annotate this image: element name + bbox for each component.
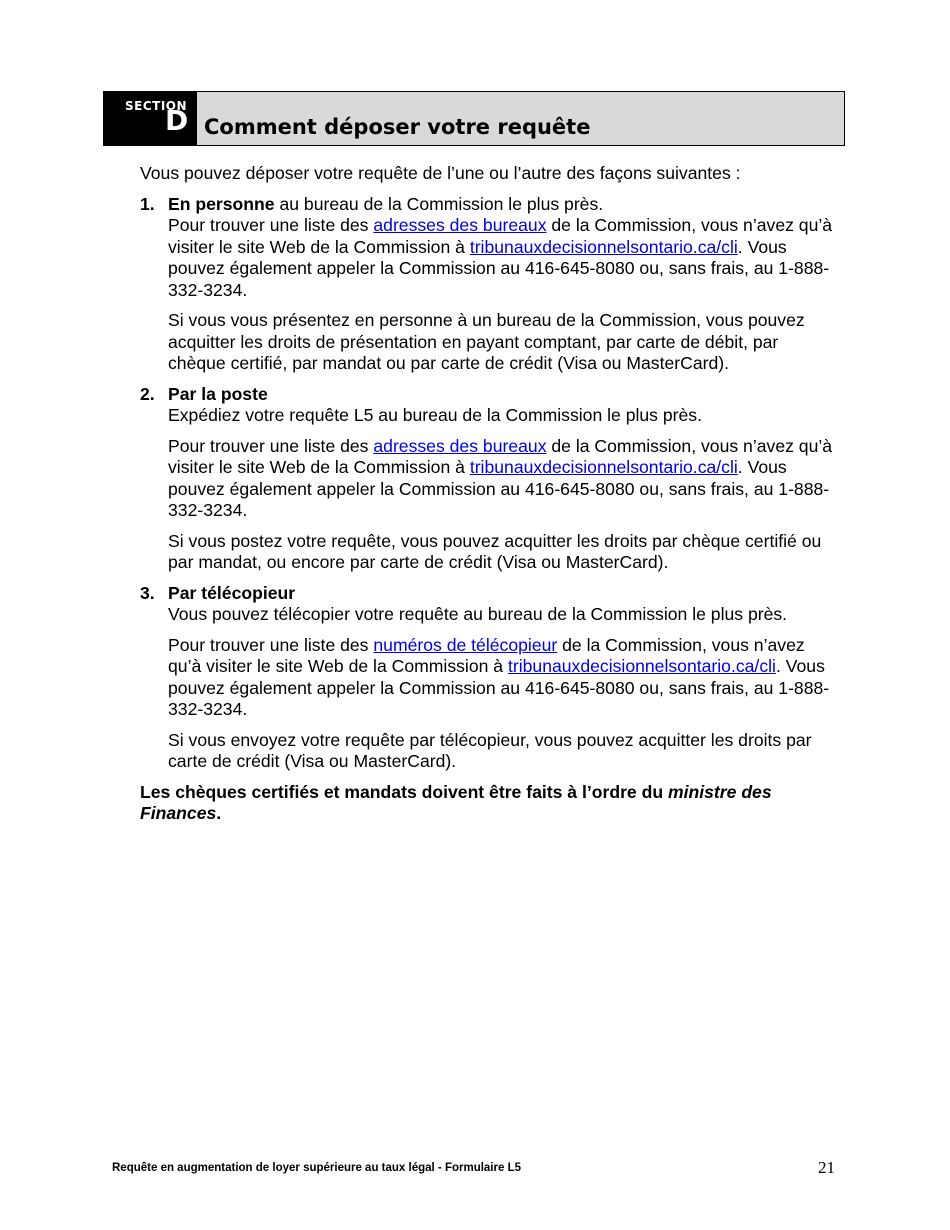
list-item-by-fax [140, 583, 840, 773]
payment-note-payee: ministre des Finances [140, 781, 772, 823]
payment-note-text: Les chèques certifiés et mandats doivent être faits à l’ordre du [140, 781, 668, 802]
section-title: Comment déposer votre requête [204, 115, 591, 139]
item-text: de la Commission, vous n’avez qu’à visiter le site Web de la Commission à [168, 215, 833, 257]
list-item-in-person [140, 194, 840, 375]
fax-numbers-link[interactable]: numéros de télécopieur [373, 634, 558, 655]
payment-note [140, 782, 840, 825]
page-number: 21 [818, 1158, 835, 1177]
item-text: Pour trouver une liste des [168, 435, 374, 456]
item-heading [168, 384, 840, 427]
item-number: 3. [140, 582, 155, 603]
website-link[interactable]: tribunauxdecisionnelsontario.ca/cli [469, 457, 738, 477]
item-text: . Vous pouvez également appeler la Commission au 416-645-8080 ou, sans frais, au 1-888-332-3234. [168, 236, 830, 300]
office-addresses-link[interactable]: adresses des bureaux [373, 435, 547, 456]
item-paragraph: Si vous vous présentez en personne à un bureau de la Commission, vous pouvez acquitter les droits de présentation en payant comptant, par carte de débit, par chèque certifié, par mandat ou par carte de crédit (Visa ou MasterCard). [168, 310, 805, 373]
item-text: Pour trouver une liste des [168, 634, 374, 655]
item-number: 1. [140, 193, 155, 214]
item-text: Pour trouver une liste des [168, 215, 374, 235]
footer-form-title: Requête en augmentation de loyer supérieure au taux légal - Formulaire L5 [112, 1162, 521, 1174]
item-title: Par la poste [168, 383, 268, 404]
item-paragraph [168, 436, 840, 522]
item-paragraph: Si vous envoyez votre requête par télécopieur, vous pouvez acquitter les droits par carte de crédit (Visa ou MasterCard). [168, 729, 812, 771]
website-link[interactable]: tribunauxdecisionnelsontario.ca/cli [469, 236, 738, 257]
item-line: Expédiez votre requête L5 au bureau de la Commission le plus près. [168, 405, 702, 425]
item-paragraph: Si vous postez votre requête, vous pouvez acquitter les droits par chèque certifié ou par mandat, ou encore par carte de crédit (Visa ou MasterCard). [168, 530, 822, 572]
item-title: Par télécopieur [168, 582, 296, 603]
item-text: de la Commission, vous n’avez qu’à visiter le site Web de la Commission à [168, 435, 833, 477]
section-word: SECTION [125, 99, 188, 113]
item-text: . Vous pouvez également appeler la Commission au 416-645-8080 ou, sans frais, au 1-888-332-3234. [168, 457, 830, 520]
section-header [103, 91, 845, 146]
item-heading [168, 583, 840, 626]
section-letter: D [165, 104, 189, 137]
item-text: . Vous pouvez également appeler la Commission au 416-645-8080 ou, sans frais, au 1-888-332-3234. [168, 656, 830, 719]
item-title-rest: au bureau de la Commission le plus près. [274, 193, 604, 214]
content [140, 163, 840, 825]
office-addresses-link[interactable]: adresses des bureaux [373, 215, 547, 235]
item-paragraph [168, 635, 840, 721]
item-text: de la Commission, vous n’avez qu’à visiter le site Web de la Commission à [168, 634, 805, 676]
section-badge [104, 92, 197, 145]
item-title: En personne [168, 193, 275, 214]
list-item-by-mail [140, 384, 840, 574]
item-number: 2. [140, 383, 155, 404]
item-line: Vous pouvez télécopier votre requête au bureau de la Commission le plus près. [168, 604, 788, 624]
payment-note-end: . [216, 803, 222, 823]
intro-text: Vous pouvez déposer votre requête de l’une ou l’autre des façons suivantes : [140, 163, 741, 183]
website-link[interactable]: tribunauxdecisionnelsontario.ca/cli [507, 656, 776, 676]
item-heading [168, 194, 840, 302]
